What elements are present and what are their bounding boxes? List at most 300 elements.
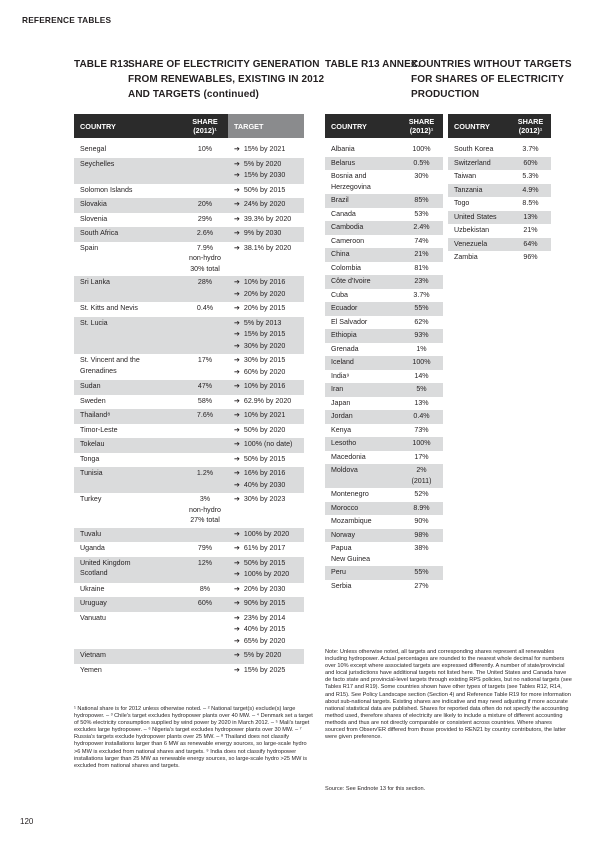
country-cell (448, 143, 510, 157)
cell-line: 2.6% (196, 229, 214, 237)
country-cell (74, 409, 182, 424)
arrow-icon: ➔ (234, 455, 240, 463)
cell-line: Mozambique (331, 517, 372, 525)
arrow-icon: ➔ (234, 545, 240, 552)
cell-line: Colombia (331, 263, 361, 272)
table-row (325, 437, 443, 451)
arrow-icon: ➔ (234, 331, 240, 338)
target-value: 10% by 2016 (243, 382, 286, 390)
cell-line: 27% (414, 581, 429, 590)
cell-line: Jordan (331, 412, 353, 420)
target-value: 40% by 2030 (243, 480, 286, 489)
table-row (325, 221, 443, 235)
target-value: 40% by 2015 (243, 625, 286, 633)
share-cell (400, 502, 443, 516)
share-cell (182, 493, 228, 528)
arrow-icon: ➔ (234, 626, 240, 633)
target-cell (228, 395, 304, 410)
share-cell (182, 557, 228, 583)
cell-line: 79% (197, 544, 213, 552)
cell-line: 2% (416, 466, 427, 474)
table-row (74, 493, 304, 528)
country-cell (448, 224, 510, 238)
cell-line: 47% (197, 382, 213, 390)
arrow-icon: ➔ (234, 559, 240, 567)
target-cell (228, 597, 304, 612)
target-cell (228, 143, 304, 158)
cell-line: South Africa (80, 229, 119, 237)
share-cell (182, 143, 228, 158)
share-cell (400, 262, 443, 276)
country-cell (448, 251, 510, 265)
table-row (448, 170, 551, 184)
arrow-icon: ➔ (234, 146, 240, 153)
arrow-icon: ➔ (234, 368, 240, 376)
table-row (325, 370, 443, 384)
country-cell (448, 238, 510, 252)
target-value: 61% by 2017 (243, 544, 286, 552)
target-value: 30% by 2023 (243, 495, 286, 503)
share-cell (182, 242, 228, 277)
table-row (74, 227, 304, 242)
target-value: 100% by 2020 (243, 570, 290, 578)
country-cell (325, 464, 400, 488)
table-row (74, 380, 304, 395)
arrow-icon: ➔ (234, 481, 240, 489)
share-cell (400, 275, 443, 289)
cell-line: 64% (523, 239, 538, 248)
cell-line: 73% (414, 425, 429, 434)
cell-line: Japan (331, 398, 351, 407)
target-line (234, 494, 298, 506)
cell-line: 8% (199, 584, 211, 593)
cell-line: Tokelau (80, 440, 105, 448)
cell-line: Vietnam (80, 651, 106, 659)
table-row (74, 557, 304, 583)
cell-line: Ukraine (80, 584, 105, 593)
share-cell (400, 194, 443, 208)
cell-line: El Salvador (331, 317, 368, 326)
cell-line: Seychelles (80, 159, 115, 168)
arrow-icon: ➔ (234, 230, 240, 237)
target-line (234, 439, 298, 451)
country-cell (74, 424, 182, 439)
cell-line: 90% (414, 517, 429, 525)
table-row (74, 276, 304, 302)
target-line (234, 543, 298, 555)
country-cell (325, 542, 400, 566)
country-cell (325, 194, 400, 208)
cell-line: 17% (414, 452, 429, 461)
table-row (325, 542, 443, 566)
target-cell (228, 302, 304, 317)
cell-line: South Korea (454, 145, 494, 153)
target-cell (228, 409, 304, 424)
share-cell (182, 354, 228, 380)
footnotes: ¹ National share is for 2012 unless otherwise noted. – ² National target(s) exclude(s) large hydropower. – ³ Chile's target excludes hydropower plants over 40 MW. – ⁴ Denmark set a target of 50% electricity consumption supplied by wind power by 2020 in March 2012. – ⁵ Mali's target excludes large hydropower. – ⁶ Nigeria's target excludes hydropower plants over 30 MW. – ⁷ Russia's targets exclude hydropower plants over 25 MW. – ⁸ Thailand does not classify hydropower installations larger than 6 MW as renewable energy sources, so large-scale hydro >6 MW is excluded from national shares and targets. ⁹ India does not classify hydropower installations larger than 25 MW as renewable energy sources, so large-scale hydro >25 MW is excluded from national shares and targets. (74, 706, 313, 769)
cell-line: 12% (197, 558, 213, 567)
share-cell (182, 276, 228, 302)
target-line (234, 396, 298, 408)
country-cell (325, 370, 400, 384)
cell-line: 30% (414, 172, 429, 180)
cell-line: 38% (414, 544, 429, 552)
table-row (74, 438, 304, 453)
target-cell (228, 354, 304, 380)
cell-line: 8.5% (522, 199, 539, 207)
table-row (74, 453, 304, 468)
arrow-icon: ➔ (234, 397, 240, 405)
cell-line: Uzbekistan (454, 226, 490, 234)
cell-line: 58% (197, 396, 213, 405)
table-row (325, 488, 443, 502)
share-cell (182, 453, 228, 468)
share-cell (400, 235, 443, 249)
table-row (74, 664, 304, 679)
country-cell (74, 395, 182, 410)
cell-line: Tonga (80, 454, 100, 463)
cell-line: 96% (523, 253, 538, 261)
source-note: Source: See Endnote 13 for this section. (325, 786, 426, 792)
country-cell (74, 649, 182, 664)
country-cell (74, 438, 182, 453)
share-cell (510, 197, 551, 211)
share-cell (400, 542, 443, 566)
main-targets-table (74, 114, 304, 678)
target-cell (228, 557, 304, 583)
country-cell (74, 597, 182, 612)
country-cell (325, 248, 400, 262)
table-r13-title (74, 57, 325, 103)
cell-line: Yemen (80, 665, 102, 674)
share-cell (182, 158, 228, 184)
country-cell (74, 612, 182, 650)
cell-line: non-hydro (189, 254, 221, 262)
table-row (325, 157, 443, 171)
share-cell (400, 356, 443, 370)
country-cell (325, 262, 400, 276)
target-cell (228, 424, 304, 439)
cell-line: 60% (523, 158, 538, 167)
target-line (234, 329, 298, 341)
cell-line: 1% (416, 344, 427, 353)
share-cell (400, 397, 443, 411)
target-cell (228, 453, 304, 468)
cell-line: Sri Lanka (80, 278, 110, 286)
target-line (234, 185, 298, 197)
country-cell (448, 211, 510, 225)
share-cell (400, 316, 443, 330)
arrow-icon: ➔ (234, 666, 240, 674)
country-cell (325, 221, 400, 235)
cell-line: 21% (523, 226, 538, 234)
table-row (325, 343, 443, 357)
cell-line: Uruguay (80, 599, 107, 607)
cell-line: 5.3% (522, 172, 539, 180)
share-cell (400, 580, 443, 594)
cell-line: St. Lucia (80, 318, 108, 327)
arrow-icon: ➔ (234, 637, 240, 645)
share-cell (400, 208, 443, 222)
cell-line: Spain (80, 243, 99, 252)
target-value: 9% by 2030 (243, 229, 282, 237)
cell-line: Côte d'Ivoire (331, 277, 371, 285)
cell-line: Tuvalu (80, 529, 102, 538)
cell-line: 100% (412, 358, 431, 366)
cell-line: Switzerland (454, 158, 491, 167)
cell-line: Brazil (331, 196, 349, 204)
country-cell (325, 343, 400, 357)
table-row (74, 528, 304, 543)
share-cell (182, 380, 228, 395)
target-value: 15% by 2025 (243, 665, 286, 674)
cell-line: 13% (414, 398, 429, 407)
country-cell (325, 157, 400, 171)
share-header: SHARE (2012)¹ (182, 114, 228, 138)
cell-line: Togo (454, 199, 470, 207)
share-cell (510, 157, 551, 171)
share-cell (400, 515, 443, 529)
target-value: 50% by 2015 (243, 558, 286, 567)
target-cell (228, 664, 304, 679)
table-row (448, 143, 551, 157)
table-row (74, 542, 304, 557)
running-header: REFERENCE TABLES (22, 15, 112, 25)
country-cell (325, 289, 400, 303)
country-cell (325, 566, 400, 580)
arrow-icon: ➔ (234, 244, 240, 252)
country-cell (74, 198, 182, 213)
share-cell (510, 211, 551, 225)
cell-line: 13% (523, 212, 538, 221)
cell-line: 30% total (190, 264, 220, 273)
table-row (325, 356, 443, 370)
cell-line: Thailand⁸ (80, 411, 111, 419)
country-cell (74, 493, 182, 528)
cell-line: Turkey (80, 495, 102, 503)
cell-line: New Guinea (331, 554, 371, 563)
arrow-icon: ➔ (234, 186, 240, 194)
target-cell (228, 438, 304, 453)
share-cell (182, 649, 228, 664)
country-cell (74, 542, 182, 557)
target-line (234, 480, 298, 492)
table-row (448, 238, 551, 252)
arrow-icon: ➔ (234, 357, 240, 364)
table-row (325, 248, 443, 262)
cell-line: 14% (414, 371, 429, 380)
table-row (74, 597, 304, 612)
country-cell (325, 356, 400, 370)
target-cell (228, 612, 304, 650)
arrow-icon: ➔ (234, 201, 240, 208)
table-row (448, 184, 551, 198)
table-number: TABLE R13 ANNEX. (325, 59, 421, 70)
table-row (325, 262, 443, 276)
target-line (234, 624, 298, 636)
target-value: 5% by 2013 (243, 318, 282, 327)
target-cell (228, 317, 304, 355)
cell-line: 20% (197, 200, 213, 208)
target-value: 24% by 2020 (243, 200, 286, 208)
cell-line: 85% (414, 196, 429, 204)
target-value: 38.1% by 2020 (243, 243, 292, 252)
target-value: 62.9% by 2020 (243, 396, 292, 405)
target-line (234, 454, 298, 466)
country-cell (74, 380, 182, 395)
country-cell (325, 316, 400, 330)
target-header: TARGET (228, 114, 304, 138)
country-cell (325, 275, 400, 289)
table-row (74, 242, 304, 277)
cell-line: Grenada (331, 344, 359, 353)
arrow-icon: ➔ (234, 412, 240, 419)
share-cell (182, 597, 228, 612)
cell-line: Slovenia (80, 214, 108, 223)
table-row (448, 224, 551, 238)
target-line (234, 159, 298, 171)
share-cell (400, 289, 443, 303)
target-line (234, 303, 298, 315)
target-line (234, 529, 298, 541)
cell-line: Cuba (331, 290, 348, 299)
table-row (74, 583, 304, 598)
table-row (325, 451, 443, 465)
table-row (325, 515, 443, 529)
arrow-icon: ➔ (234, 530, 240, 538)
arrow-icon: ➔ (234, 160, 240, 168)
target-line (234, 341, 298, 353)
target-value: 50% by 2020 (243, 425, 286, 434)
table-row (74, 213, 304, 228)
cell-line: 74% (414, 236, 429, 245)
target-value: 15% by 2021 (243, 145, 286, 153)
target-line (234, 613, 298, 625)
target-cell (228, 542, 304, 557)
table-row (325, 170, 443, 194)
cell-line: United States (454, 212, 497, 221)
cell-line: 5% (416, 385, 427, 393)
share-cell (182, 184, 228, 199)
country-cell (448, 197, 510, 211)
table-row (325, 580, 443, 594)
target-value: 5% by 2020 (243, 159, 282, 168)
target-value: 15% by 2015 (243, 330, 286, 338)
country-cell (448, 184, 510, 198)
country-cell (74, 184, 182, 199)
arrow-icon: ➔ (234, 290, 240, 298)
target-value: 90% by 2015 (243, 599, 286, 607)
target-value: 15% by 2030 (243, 171, 286, 179)
cell-line: 4.9% (522, 185, 539, 194)
table-row (74, 409, 304, 424)
target-line (234, 367, 298, 379)
cell-line: 53% (414, 209, 429, 218)
arrow-icon: ➔ (234, 652, 240, 659)
cell-line: Kenya (331, 425, 352, 434)
table-row (325, 302, 443, 316)
cell-line: 28% (197, 278, 213, 286)
share-cell (182, 528, 228, 543)
cell-line: Zambia (454, 253, 478, 261)
table-row (325, 464, 443, 488)
arrow-icon: ➔ (234, 319, 240, 327)
share-cell (400, 248, 443, 262)
cell-line: 0.4% (196, 304, 214, 312)
table-row (74, 158, 304, 184)
share-cell (510, 143, 551, 157)
cell-line: 3.7% (413, 290, 430, 299)
target-line (234, 569, 298, 581)
arrow-icon: ➔ (234, 470, 240, 477)
arrow-icon: ➔ (234, 305, 240, 312)
target-cell (228, 380, 304, 395)
country-cell (74, 242, 182, 277)
country-header: COUNTRY (448, 114, 510, 138)
share-cell (400, 143, 443, 157)
target-cell (228, 213, 304, 228)
table-r13-annex-title (325, 57, 575, 103)
country-cell (325, 502, 400, 516)
cell-line: Moldova (331, 466, 358, 474)
share-cell (400, 157, 443, 171)
arrow-icon: ➔ (234, 279, 240, 286)
cell-line: Canada (331, 209, 356, 218)
share-cell (400, 424, 443, 438)
cell-line: St. Vincent and the (80, 356, 140, 364)
cell-line: Montenegro (331, 490, 369, 498)
target-value: 10% by 2021 (243, 411, 286, 419)
cell-line: Ethiopia (331, 331, 357, 339)
cell-line: Albania (331, 145, 355, 153)
cell-line: Solomon Islands (80, 185, 133, 194)
table-row (325, 143, 443, 157)
country-cell (325, 410, 400, 424)
table-row (325, 235, 443, 249)
cell-line: non-hydro (189, 505, 221, 514)
target-line (234, 558, 298, 570)
target-value: 10% by 2016 (243, 278, 286, 286)
cell-line: 7.6% (196, 411, 214, 419)
country-cell (74, 143, 182, 158)
share-cell (400, 329, 443, 343)
table-row (74, 317, 304, 355)
cell-line: Belarus (331, 158, 356, 167)
cell-line: India⁹ (331, 371, 350, 380)
country-cell (325, 451, 400, 465)
cell-line: 1.2% (196, 469, 214, 477)
arrow-icon: ➔ (234, 496, 240, 503)
cell-line: Grenadines (80, 366, 117, 375)
table-row (74, 424, 304, 439)
country-cell (325, 515, 400, 529)
country-cell (325, 208, 400, 222)
share-cell (400, 566, 443, 580)
table-row (448, 251, 551, 265)
target-line (234, 318, 298, 330)
cell-line: 98% (414, 530, 429, 539)
cell-line: Cambodia (331, 223, 364, 231)
cell-line: 55% (414, 568, 429, 576)
target-line (234, 381, 298, 393)
table-row (74, 354, 304, 380)
cell-line: 62% (414, 317, 429, 326)
annex-table-left (325, 114, 443, 593)
arrow-icon: ➔ (234, 600, 240, 607)
table-row (325, 275, 443, 289)
target-line (234, 277, 298, 289)
country-cell (325, 580, 400, 594)
